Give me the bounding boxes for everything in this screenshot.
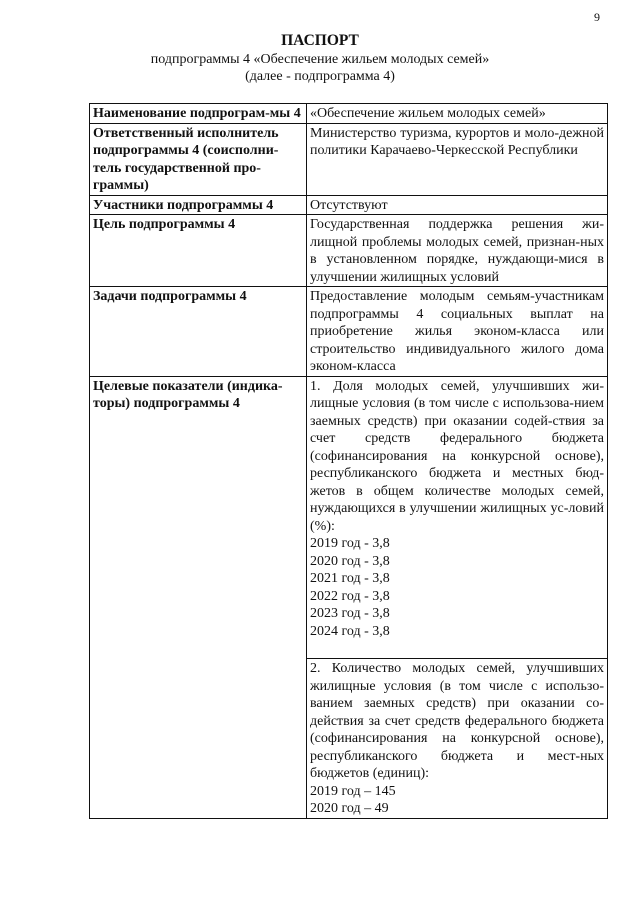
row-value: Государственная поддержка решения жи-лищной проблемы молодых семей, признан-ных в установленном порядке, нуждающи-мися в улучшении жилищных условий bbox=[307, 215, 608, 287]
indicator-2-text: 2. Количество молодых семей, улучшивших жилищные условия (в том числе с использо-ванием заемных средств) при оказании со-действия за счет средств федерального бюджета (софинансирования на конкурсной основе), республиканского бюджета и мест-ных бюджетов (единиц): bbox=[310, 661, 604, 781]
table-row-participants bbox=[90, 195, 608, 215]
cell-spacer bbox=[310, 640, 604, 658]
row-value: Отсутствуют bbox=[307, 195, 608, 215]
table-row-name bbox=[90, 104, 608, 124]
table-row-tasks bbox=[90, 287, 608, 377]
indicator-1-year: 2019 год - 3,8 bbox=[310, 536, 390, 551]
row-label: Задачи подпрограммы 4 bbox=[90, 287, 307, 377]
page-number: 9 bbox=[594, 10, 600, 24]
indicator-2-cell bbox=[307, 659, 608, 819]
indicator-1-year: 2024 год - 3,8 bbox=[310, 623, 390, 639]
indicator-1-year: 2022 год - 3,8 bbox=[310, 588, 390, 604]
passport-table bbox=[89, 103, 608, 819]
table-row-executor bbox=[90, 123, 608, 195]
indicator-1-year: 2023 год - 3,8 bbox=[310, 606, 390, 621]
indicator-1-year: 2021 год - 3,8 bbox=[310, 571, 390, 586]
indicator-1-text: 1. Доля молодых семей, улучшивших жи-лищные условия (в том числе с использова-нием заемных средств) при оказании содей-ствия за счет средств федерального бюджета (софинансирования на конкурсной основе), республиканского бюджета и местных бюд-жетов в общем количестве молодых семей, нуждающихся в улучшении жилищных ус-ловий (%): bbox=[310, 378, 604, 534]
row-label: Ответственный исполнитель подпрограммы 4 (соисполни-тель государственной про-граммы) bbox=[90, 123, 307, 195]
row-value: Предоставление молодым семьям-участникам подпрограммы 4 социальных выплат на приобретение жилья эконом-класса или строительство индивидуального жилого дома эконом-класса bbox=[307, 287, 608, 377]
indicator-1-cell bbox=[307, 376, 608, 659]
table-row-indicators bbox=[90, 376, 608, 659]
row-label: Наименование подпрограм-мы 4 bbox=[90, 104, 307, 124]
indicator-2-year: 2019 год – 145 bbox=[310, 783, 396, 799]
indicator-1-year: 2020 год - 3,8 bbox=[310, 553, 390, 569]
row-label: Участники подпрограммы 4 bbox=[90, 195, 307, 215]
document-subtitle: подпрограммы 4 «Обеспечение жильем молодых семей» bbox=[150, 52, 490, 67]
document-subtitle-note: (далее - подпрограмма 4) bbox=[245, 69, 395, 84]
document-title: ПАСПОРТ bbox=[281, 32, 359, 49]
indicator-2-year: 2020 год – 49 bbox=[310, 801, 389, 816]
row-label: Цель подпрограммы 4 bbox=[90, 215, 307, 287]
table-row-goal bbox=[90, 215, 608, 287]
row-value: Министерство туризма, курортов и моло-дежной политики Карачаево-Черкесской Республики bbox=[307, 123, 608, 195]
document-heading bbox=[0, 32, 640, 85]
row-label: Целевые показатели (индика-торы) подпрограммы 4 bbox=[90, 376, 307, 818]
row-value: «Обеспечение жильем молодых семей» bbox=[307, 104, 608, 124]
